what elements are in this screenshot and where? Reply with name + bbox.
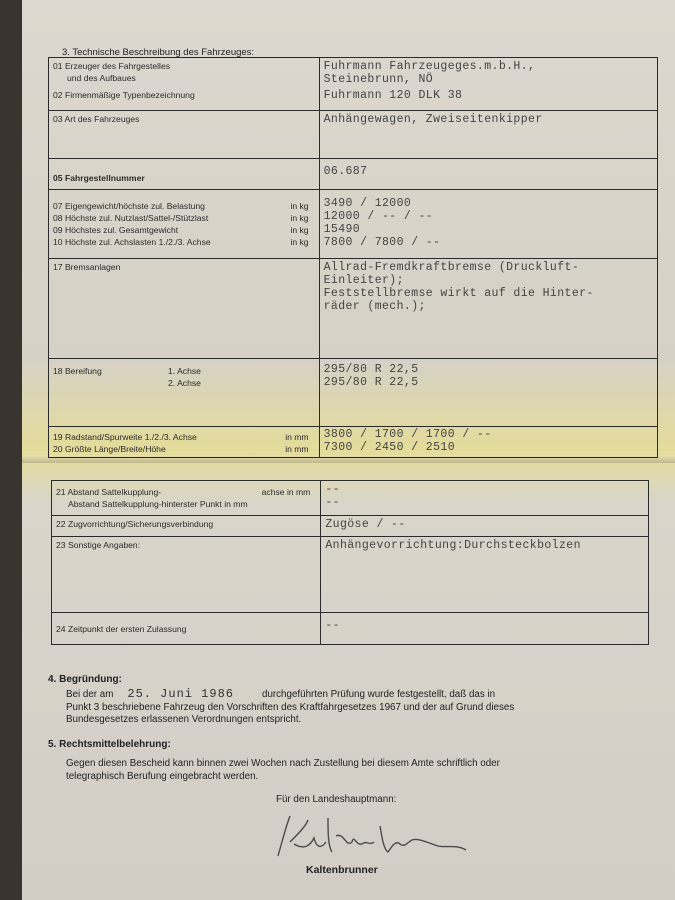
label-22: 22 Zugvorrichtung/Sicherungsverbindung — [56, 519, 214, 529]
unit-mm-19: in mm — [285, 432, 309, 442]
value-18-2: 295/80 R 22,5 — [323, 376, 419, 389]
value-19: 3800 / 1700 / 1700 / -- — [323, 428, 492, 441]
value-17-2: Einleiter); — [323, 274, 404, 287]
signature-for-label: Für den Landeshauptmann: — [276, 794, 397, 805]
value-09: 15490 — [323, 223, 361, 236]
value-18-1: 295/80 R 22,5 — [323, 363, 419, 376]
label-24: 24 Zeitpunkt der ersten Zulassung — [56, 623, 187, 634]
inspection-date: 25. Juni 1986 — [127, 687, 234, 701]
value-23: Anhängevorrichtung:Durchsteckbolzen — [325, 539, 581, 552]
value-17-4: räder (mech.); — [323, 300, 426, 313]
label-axle-1: 1. Achse — [168, 366, 201, 376]
section-4-line-2: Punkt 3 beschriebene Fahrzeug den Vorschriften des Kraftfahrgesetzes 1967 und der auf Grund dieses — [66, 701, 515, 713]
row-07-label — [53, 200, 315, 212]
unit-kg-09: in kg — [290, 225, 309, 235]
label-21b: Abstand Sattelkupplung-hinterster Punkt in mm — [68, 499, 248, 509]
label-03: 03 Art des Fahrzeuges — [53, 114, 140, 124]
row-01-02 — [49, 58, 658, 111]
value-21a: -- — [325, 483, 340, 496]
value-08: 12000 / -- / -- — [323, 210, 434, 223]
post-date-text: durchgeführten Prüfung wurde festgestellt, daß das in — [262, 689, 496, 700]
row-22 — [52, 516, 649, 537]
unit-kg-10: in kg — [290, 237, 309, 247]
label-21a: 21 Abstand Sattelkupplung- — [56, 487, 162, 497]
unit-kg-07: in kg — [290, 201, 309, 211]
label-21a-unit: achse in mm — [261, 487, 311, 497]
section-4-text — [66, 688, 656, 727]
signatory-name: Kaltenbrunner — [306, 864, 378, 876]
section-5-text — [66, 758, 656, 783]
row-08-label — [53, 212, 315, 224]
label-01a: 01 Erzeuger des Fahrgestelles — [53, 61, 171, 71]
section-4-line-1 — [66, 688, 656, 702]
label-axle-2: 2. Achse — [168, 378, 201, 388]
label-17: 17 Bremsanlagen — [53, 262, 121, 272]
row-21 — [52, 481, 649, 516]
row-18 — [49, 359, 658, 427]
value-07: 3490 / 12000 — [323, 197, 412, 210]
label-01b: und des Aufbaues — [67, 73, 136, 83]
value-17-1: Allrad-Fremdkraftbremse (Druckluft- — [323, 261, 580, 274]
section-5-title: 5. Rechtsmittelbelehrung: — [48, 739, 171, 750]
label-08: 08 Höchste zul. Nutzlast/Sattel-/Stützlast — [53, 213, 209, 223]
value-05: 06.687 — [323, 165, 368, 178]
section-5-line-1: Gegen diesen Bescheid kann binnen zwei Wochen nach Zustellung bei diesem Amte schriftlich oder — [66, 758, 500, 769]
value-17-3: Feststellbremse wirkt auf die Hinter- — [323, 287, 594, 300]
row-10-label — [53, 236, 315, 248]
row-19-20 — [49, 427, 658, 458]
value-21b: -- — [325, 496, 340, 509]
value-22: Zugöse / -- — [325, 518, 406, 531]
row-17 — [49, 259, 658, 359]
row-19-label — [53, 431, 315, 443]
row-23 — [52, 537, 649, 613]
value-24: -- — [325, 619, 340, 632]
section-5-line-2: telegraphisch Berufung eingebracht werden. — [66, 770, 259, 782]
section-3-title: 3. Technische Beschreibung des Fahrzeuges: — [62, 47, 255, 58]
row-24 — [52, 613, 649, 645]
technical-table-upper — [48, 57, 658, 458]
row-03 — [49, 111, 658, 159]
label-18: 18 Bereifung — [53, 366, 102, 376]
value-02: Fuhrmann 120 DLK 38 — [323, 89, 463, 102]
row-21a-label — [56, 486, 316, 498]
handwritten-signature — [270, 812, 470, 864]
label-09: 09 Höchstes zul. Gesamtgewicht — [53, 225, 179, 235]
row-09-label — [53, 224, 315, 236]
unit-kg-08: in kg — [290, 213, 309, 223]
value-01a: Fuhrmann Fahrzeugeges.m.b.H., — [323, 60, 536, 73]
section-4-title: 4. Begründung: — [48, 674, 122, 685]
value-03: Anhängewagen, Zweiseitenkipper — [323, 113, 543, 126]
label-07: 07 Eigengewicht/höchste zul. Belastung — [53, 201, 205, 211]
row-20-label — [53, 443, 315, 455]
row-05 — [49, 159, 658, 190]
label-19: 19 Radstand/Spurweite 1./2./3. Achse — [53, 432, 197, 442]
document-page — [22, 0, 675, 900]
label-23: 23 Sonstige Angaben: — [56, 540, 141, 550]
label-02: 02 Firmenmäßige Typenbezeichnung — [53, 90, 195, 100]
unit-mm-20: in mm — [285, 444, 309, 454]
value-20: 7300 / 2450 / 2510 — [323, 441, 456, 454]
label-10: 10 Höchste zul. Achslasten 1./2./3. Achse — [53, 237, 211, 247]
row-07-10 — [49, 190, 658, 259]
value-10: 7800 / 7800 / -- — [323, 236, 441, 249]
technical-table-lower — [51, 480, 649, 645]
value-01b: Steinebrunn, NÖ — [323, 73, 434, 86]
label-20: 20 Größte Länge/Breite/Höhe — [53, 444, 166, 454]
label-05: 05 Fahrgestellnummer — [53, 173, 145, 183]
section-4-line-3: Bundesgesetzes erlassenen Verordnungen entspricht. — [66, 714, 302, 725]
pre-date-text: Bei der am — [66, 689, 114, 700]
label-18-line — [53, 365, 315, 377]
